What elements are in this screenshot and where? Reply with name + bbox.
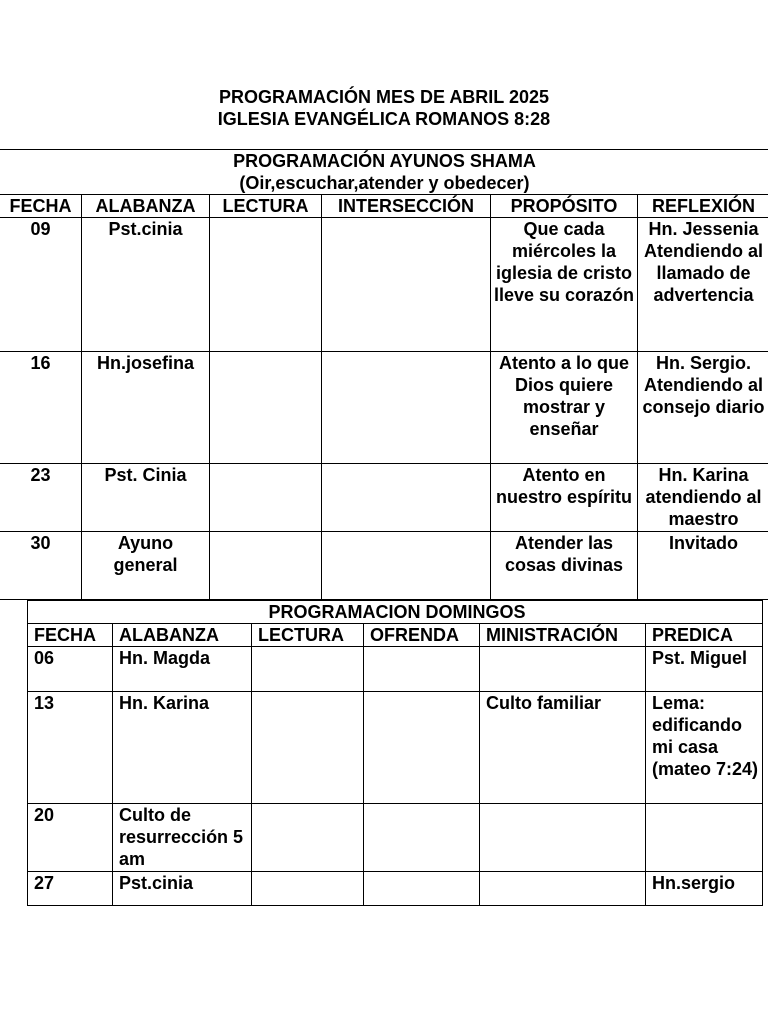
cell-lectura	[252, 804, 364, 872]
ayunos-subtitle: (Oir,escuchar,atender y obedecer)	[239, 173, 530, 193]
table-row	[28, 804, 763, 872]
cell-interseccion	[322, 532, 491, 600]
column-header-lectura: LECTURA	[252, 624, 364, 647]
column-header-ministracion: MINISTRACIÓN	[480, 624, 646, 647]
header-line-1: PROGRAMACIÓN MES DE ABRIL 2025	[218, 87, 550, 107]
cell-fecha: 30	[0, 532, 82, 600]
cell-alabanza: Culto de resurrección 5 am	[113, 804, 252, 872]
cell-proposito: Que cada miércoles la iglesia de cristo lleve su corazón	[491, 218, 638, 352]
cell-interseccion	[322, 352, 491, 464]
cell-fecha: 06	[28, 647, 113, 692]
domingos-title-row	[28, 601, 763, 624]
ayunos-table	[0, 149, 768, 600]
cell-fecha: 20	[28, 804, 113, 872]
cell-proposito: Atender las cosas divinas	[491, 532, 638, 600]
document-header	[0, 86, 768, 130]
cell-fecha: 09	[0, 218, 82, 352]
cell-alabanza: Ayuno general	[82, 532, 210, 600]
cell-lectura	[252, 647, 364, 692]
cell-ministracion	[480, 872, 646, 906]
cell-ministracion	[480, 647, 646, 692]
cell-lectura	[210, 218, 322, 352]
column-header-interseccion: INTERSECCIÓN	[322, 195, 491, 218]
cell-reflexion: Hn. Jessenia Atendiendo al llamado de advertencia	[638, 218, 768, 352]
cell-lectura	[252, 872, 364, 906]
cell-alabanza: Hn. Karina	[113, 692, 252, 804]
cell-ofrenda	[364, 692, 480, 804]
table-row	[0, 532, 768, 600]
cell-predica	[646, 804, 763, 872]
cell-lectura	[210, 464, 322, 532]
domingos-header-row	[28, 624, 763, 647]
cell-ministracion	[480, 804, 646, 872]
column-header-reflexion: REFLEXIÓN	[638, 195, 768, 218]
cell-fecha: 27	[28, 872, 113, 906]
cell-proposito: Atento en nuestro espíritu	[491, 464, 638, 532]
cell-interseccion	[322, 218, 491, 352]
cell-reflexion: Invitado	[638, 532, 768, 600]
domingos-table	[27, 600, 763, 906]
cell-ministracion: Culto familiar	[480, 692, 646, 804]
cell-alabanza: Hn. Magda	[113, 647, 252, 692]
cell-alabanza: Hn.josefina	[82, 352, 210, 464]
cell-lectura	[252, 692, 364, 804]
column-header-alabanza: ALABANZA	[113, 624, 252, 647]
domingos-title: PROGRAMACION DOMINGOS	[28, 601, 763, 624]
cell-lectura	[210, 532, 322, 600]
cell-predica: Lema: edificando mi casa (mateo 7:24)	[646, 692, 763, 804]
cell-interseccion	[322, 464, 491, 532]
cell-alabanza: Pst.cinia	[113, 872, 252, 906]
ayunos-title-row	[0, 150, 768, 195]
cell-ofrenda	[364, 647, 480, 692]
table-row	[0, 352, 768, 464]
column-header-fecha: FECHA	[28, 624, 113, 647]
ayunos-header-row	[0, 195, 768, 218]
cell-lectura	[210, 352, 322, 464]
column-header-ofrenda: OFRENDA	[364, 624, 480, 647]
table-row	[28, 692, 763, 804]
header-line-2: IGLESIA EVANGÉLICA ROMANOS 8:28	[217, 109, 551, 129]
cell-ofrenda	[364, 804, 480, 872]
cell-predica: Hn.sergio	[646, 872, 763, 906]
cell-fecha: 13	[28, 692, 113, 804]
table-row	[0, 218, 768, 352]
column-header-alabanza: ALABANZA	[82, 195, 210, 218]
cell-reflexion: Hn. Sergio. Atendiendo al consejo diario	[638, 352, 768, 464]
cell-fecha: 16	[0, 352, 82, 464]
ayunos-title: PROGRAMACIÓN AYUNOS SHAMA	[233, 151, 536, 171]
cell-predica: Pst. Miguel	[646, 647, 763, 692]
column-header-proposito: PROPÓSITO	[491, 195, 638, 218]
column-header-lectura: LECTURA	[210, 195, 322, 218]
cell-alabanza: Pst. Cinia	[82, 464, 210, 532]
cell-fecha: 23	[0, 464, 82, 532]
column-header-predica: PREDICA	[646, 624, 763, 647]
cell-alabanza: Pst.cinia	[82, 218, 210, 352]
cell-ofrenda	[364, 872, 480, 906]
column-header-fecha: FECHA	[0, 195, 82, 218]
cell-reflexion: Hn. Karina atendiendo al maestro	[638, 464, 768, 532]
table-row	[28, 647, 763, 692]
table-row	[28, 872, 763, 906]
cell-proposito: Atento a lo que Dios quiere mostrar y enseñar	[491, 352, 638, 464]
table-row	[0, 464, 768, 532]
